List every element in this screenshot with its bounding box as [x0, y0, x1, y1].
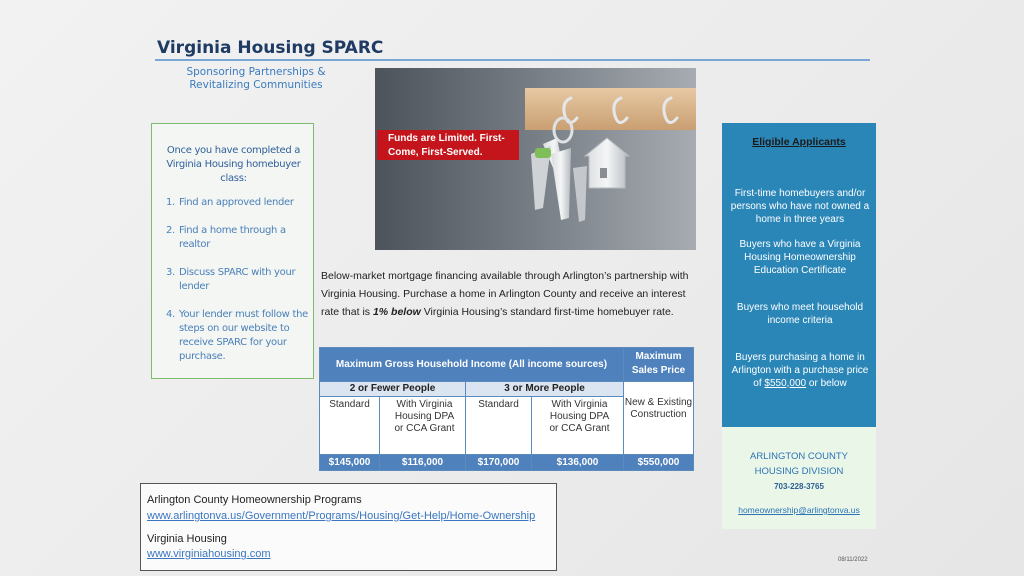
eligible-title: Eligible Applicants [752, 136, 846, 148]
step-number: 4. [166, 309, 175, 320]
standard-cell: Standard [320, 397, 380, 455]
step-item [166, 196, 312, 210]
eligible-item: First-time homebuyers and/or persons who have not owned a home in three years [730, 188, 870, 225]
construction-cell: New & Existing Construction [624, 382, 694, 455]
description-text-end: Virginia Housing’s standard first-time homebuyer rate. [420, 305, 674, 318]
contact-division: HOUSING DIVISION [754, 466, 844, 477]
income-value: $170,000 [466, 455, 532, 471]
page-title: Virginia Housing SPARC [157, 38, 384, 58]
eligible-item: Buyers who have a Virginia Housing Homeownership Education Certificate [739, 239, 861, 276]
steps-panel [151, 123, 314, 379]
step-text: Discuss SPARC with your lender [179, 267, 296, 292]
income-value: $116,000 [380, 455, 466, 471]
group-two-or-fewer: 2 or Fewer People [320, 382, 466, 397]
contact-phone: 703-228-3765 [774, 482, 824, 491]
step-number: 1. [166, 197, 175, 208]
eligible-item: Buyers who meet household income criteria [736, 302, 864, 326]
price-link[interactable]: $550,000 [764, 377, 807, 389]
contact-panel [722, 427, 876, 529]
eligible-applicants-panel [722, 123, 876, 427]
group-three-or-more: 3 or More People [466, 382, 624, 397]
resource-links-box [140, 483, 557, 571]
description-text: Below-market mortgage financing available through Arlington’s partnership with Virginia Housing. Purchase a home in Arlington County and receive an interest rate that is [321, 270, 689, 318]
program-link[interactable]: www.arlingtonva.us/Government/Programs/Housing/Get-Help/Home-Ownership [147, 510, 536, 522]
step-text: Find a home through a realtor [179, 225, 286, 250]
contact-org: ARLINGTON COUNTY [749, 451, 848, 462]
step-text: Find an approved lender [179, 197, 294, 208]
step-item [166, 266, 312, 294]
step-item [166, 308, 312, 364]
eligible-price-text: Buyers purchasing a home in Arlington with a purchase price of [731, 352, 869, 389]
step-number: 2. [166, 225, 175, 236]
income-value: $136,000 [532, 455, 624, 471]
title-divider [155, 59, 870, 61]
virginia-housing-link[interactable]: www.virginiahousing.com [147, 548, 271, 560]
income-header: Maximum Gross Household Income (All income sources) [320, 348, 624, 382]
step-number: 3. [166, 267, 175, 278]
step-text: Your lender must follow the steps on our website to receive SPARC for your purchase. [179, 309, 308, 362]
eligible-price-text-end: or below [806, 377, 847, 389]
standard-cell: Standard [466, 397, 532, 455]
price-header: Maximum Sales Price [624, 348, 694, 382]
step-item [166, 224, 312, 252]
funds-limited-notice: Funds are Limited. First-Come, First-Served. [377, 130, 519, 160]
contact-email[interactable]: homeownership@arlingtonva.us [738, 505, 860, 515]
description-emphasis: 1% below [372, 305, 421, 318]
steps-heading: Once you have completed a Virginia Housing homebuyer class: [166, 145, 301, 184]
dpa-cell: With Virginia Housing DPA or CCA Grant [532, 397, 624, 455]
dpa-cell: With Virginia Housing DPA or CCA Grant [380, 397, 466, 455]
program-description [321, 268, 701, 321]
page-subtitle: Sponsoring Partnerships & Revitalizing Communities [186, 66, 326, 91]
eligible-item [730, 352, 870, 390]
income-limits-table [319, 347, 694, 471]
income-value: $145,000 [320, 455, 380, 471]
program-label: Arlington County Homeownership Programs [147, 494, 362, 506]
footer-date: 08/11/2022 [838, 557, 868, 563]
virginia-housing-label: Virginia Housing [147, 533, 227, 545]
keys-icon [531, 118, 629, 222]
price-value: $550,000 [624, 455, 694, 471]
